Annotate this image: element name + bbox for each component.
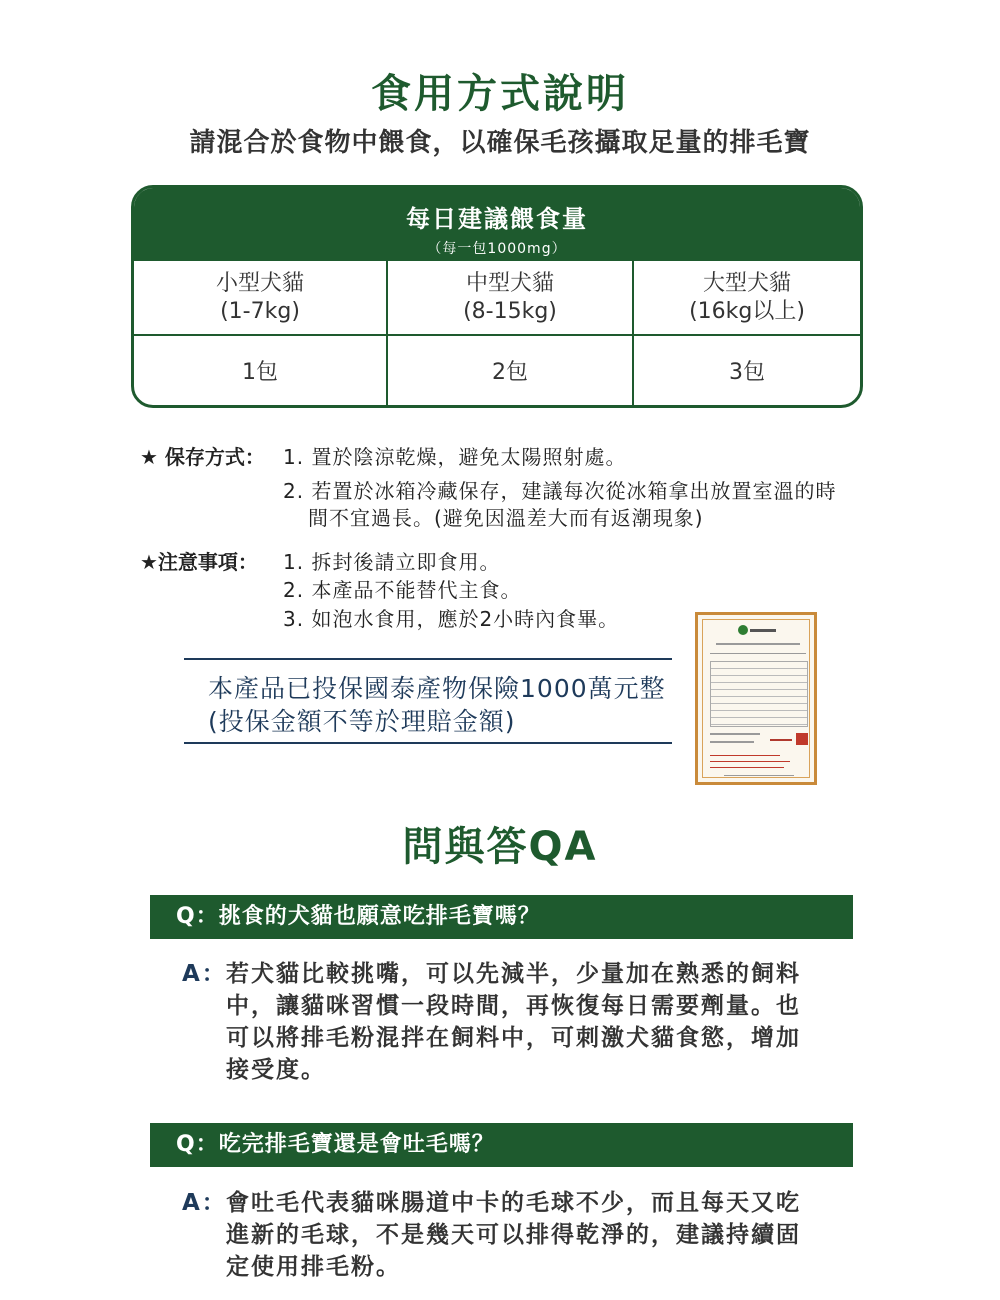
answer-block [182,1187,842,1283]
certificate-text-line [710,755,780,756]
storage-item: 間不宜過長。(避免因溫差大而有返潮現象) [308,506,704,530]
feeding-table-header [134,188,860,259]
amount-row [134,334,860,408]
feeding-table-note: （每一包1000mg） [427,241,567,257]
feeding-table-title: 每日建議餵食量 [406,205,588,233]
feeding-table [131,185,863,408]
certificate-text-line [750,629,776,632]
size-row [134,259,860,334]
insurance-top-rule [184,658,672,660]
size-cell [386,261,632,334]
page-subtitle: 請混合於食物中餵食，以確保毛孩攝取足量的排毛寶 [189,128,811,158]
answer-line: 接受度。 [226,1057,326,1083]
certificate-text-line [724,775,794,776]
certificate-text-line [710,767,784,768]
question-bar: Q：挑食的犬貓也願意吃排毛寶嗎？ [150,895,853,939]
caution-item: 2. 本產品不能替代主食。 [283,578,522,602]
size-label: 小型犬貓 [215,270,304,296]
storage-item: 2. 若置於冰箱冷藏保存，建議每次從冰箱拿出放置室溫的時 [283,479,837,503]
weight-label: (8-15kg) [463,298,557,324]
signature-mark [770,739,792,741]
page-title: 食用方式說明 [371,71,629,117]
certificate-text-line [710,733,760,735]
answer-line: 進新的毛球，不是幾天可以排得乾淨的，建議持續固 [226,1222,801,1248]
answer-line: 可以將排毛粉混拌在飼料中，可刺激犬貓食慾，增加 [226,1025,801,1051]
amount-cell: 1包 [242,359,278,385]
answer-line: 若犬貓比較挑嘴，可以先減半，少量加在熟悉的飼料 [226,961,801,987]
answer-block [182,958,842,1086]
answer-label: A： [182,1190,227,1216]
certificate-text-line [710,653,806,654]
certificate-table [710,661,808,727]
answer-label: A： [182,961,227,987]
size-label: 中型犬貓 [465,270,554,296]
certificate-text-line [710,761,790,762]
certificate-text-line [710,741,754,743]
answer-line: 會吐毛代表貓咪腸道中卡的毛球不少，而且每天又吃 [226,1190,801,1216]
insurance-certificate-image [695,612,817,785]
storage-label: ★ 保存方式： [140,445,265,469]
question-bar: Q：吃完排毛寶還是會吐毛嗎？ [150,1123,853,1167]
cautions-label: ★注意事項： [140,550,258,574]
amount-cell: 3包 [632,336,860,408]
insurance-note: (投保金額不等於理賠金額) [208,707,516,736]
insurance-bottom-rule [184,742,672,744]
answer-line: 中，讓貓咪習慣一段時間，再恢復每日需要劑量。也 [226,993,801,1019]
tree-logo-icon [738,625,748,635]
seal-stamp-icon [796,733,808,745]
caution-item: 1. 拆封後請立即食用。 [283,550,501,574]
storage-item: 1. 置於陰涼乾燥，避免太陽照射處。 [283,445,627,469]
weight-label: (16kg以上) [689,298,805,324]
size-label: 大型犬貓 [702,270,791,296]
weight-label: (1-7kg) [220,298,300,324]
size-cell [632,261,860,334]
insurance-line: 本產品已投保國泰產物保險1000萬元整 [208,674,666,703]
amount-cell: 2包 [386,336,632,408]
size-cell [134,261,386,334]
caution-item: 3. 如泡水食用，應於2小時內食畢。 [283,607,620,631]
answer-line: 定使用排毛粉。 [226,1254,401,1280]
qa-title: 問與答QA [402,824,598,870]
certificate-text-line [716,643,800,645]
